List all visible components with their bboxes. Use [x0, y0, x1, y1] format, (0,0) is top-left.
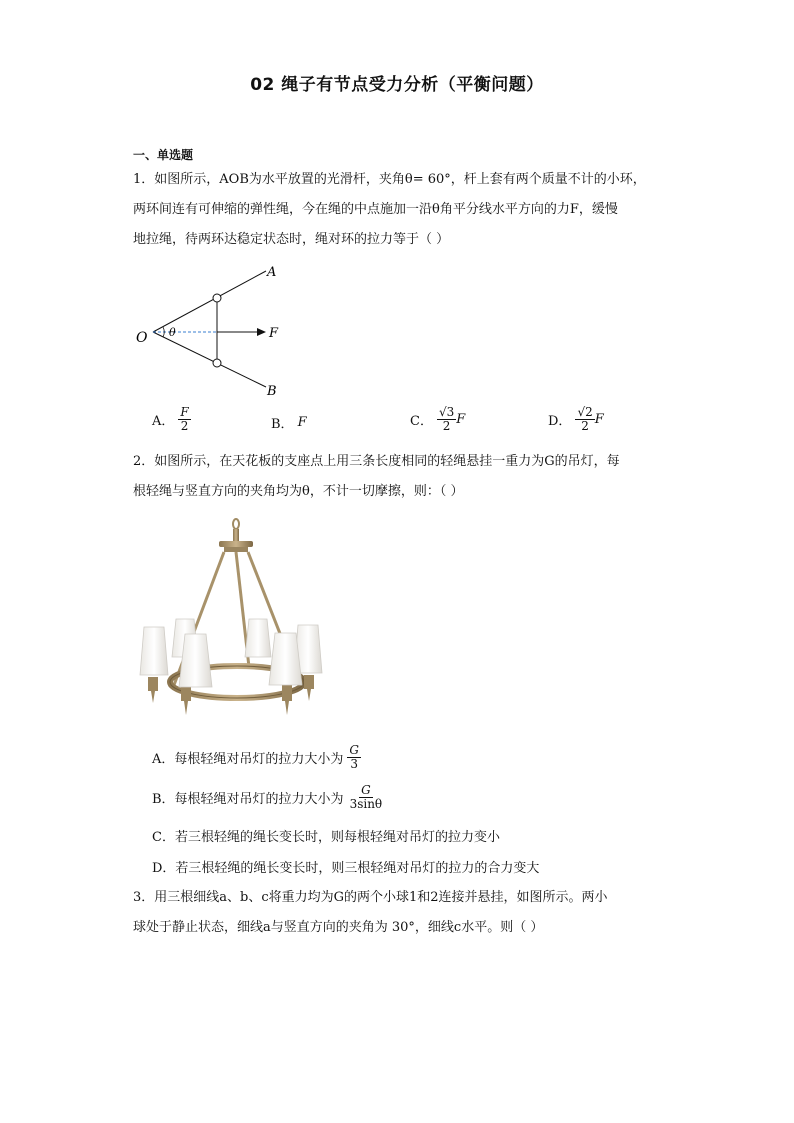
q2-line-1: 2．如图所示，在天花板的支座点上用三条长度相同的轻绳悬挂一重力为G的吊灯，每	[133, 454, 620, 469]
ring-top	[213, 294, 221, 302]
q1-line-3: 地拉绳，待两环达稳定状态时，绳对环的拉力等于（ ）	[133, 232, 450, 247]
q3-line-2: 球处于静止状态，细线a与竖直方向的夹角为 30°，细线c水平。则（ ）	[133, 920, 544, 935]
q2-option-a: A．每根轻绳对吊灯的拉力大小为 $\frac{G}{3}$	[152, 743, 359, 771]
label-b: B	[267, 384, 277, 399]
label-o: O	[136, 330, 148, 346]
label-f: F	[269, 326, 279, 341]
q3-line-1: 3．用三根细线a、b、c将重力均为G的两个小球1和2连接并悬挂，如图所示。两小	[133, 890, 608, 905]
arrow-head	[257, 328, 266, 336]
rod-ob	[153, 332, 266, 387]
label-a: A	[267, 265, 277, 280]
q2-option-d: D．若三根轻绳的绳长变长时，则三根轻绳对吊灯的拉力的合力变大	[152, 861, 540, 876]
q1-option-b: B． F	[271, 415, 307, 432]
q2-line-2: 根轻绳与竖直方向的夹角均为θ，不计一切摩擦，则：（ ）	[133, 484, 464, 499]
ring-bottom	[213, 359, 221, 367]
q1-figure	[130, 262, 300, 402]
q1-option-d: D． $\frac{√2}{2}$ F	[548, 405, 604, 433]
q1-option-a: A． $\frac{F}{2}$	[152, 405, 189, 433]
q2-option-c: C．若三根轻绳的绳长变长时，则每根轻绳对吊灯的拉力变小	[152, 830, 500, 845]
label-theta: θ	[169, 326, 176, 339]
page-title: 02 绳子有节点受力分析（平衡问题）	[250, 75, 544, 95]
q1-line-2: 两环间连有可伸缩的弹性绳，今在绳的中点施加一沿θ角平分线水平方向的力F，缓慢	[133, 202, 618, 217]
section-heading: 一、单选题	[133, 148, 194, 162]
chandelier-figure	[134, 517, 344, 722]
rod-oa	[153, 271, 266, 332]
q2-option-b: B．每根轻绳对吊灯的拉力大小为 $\frac{G}{3\sin\theta}$	[152, 783, 383, 811]
q1-option-c: C． $\frac{√3}{2}$ F	[410, 405, 466, 433]
q1-line-1: 1．如图所示，AOB为水平放置的光滑杆，夹角θ= 60°，杆上套有两个质量不计的小环，	[133, 172, 646, 187]
